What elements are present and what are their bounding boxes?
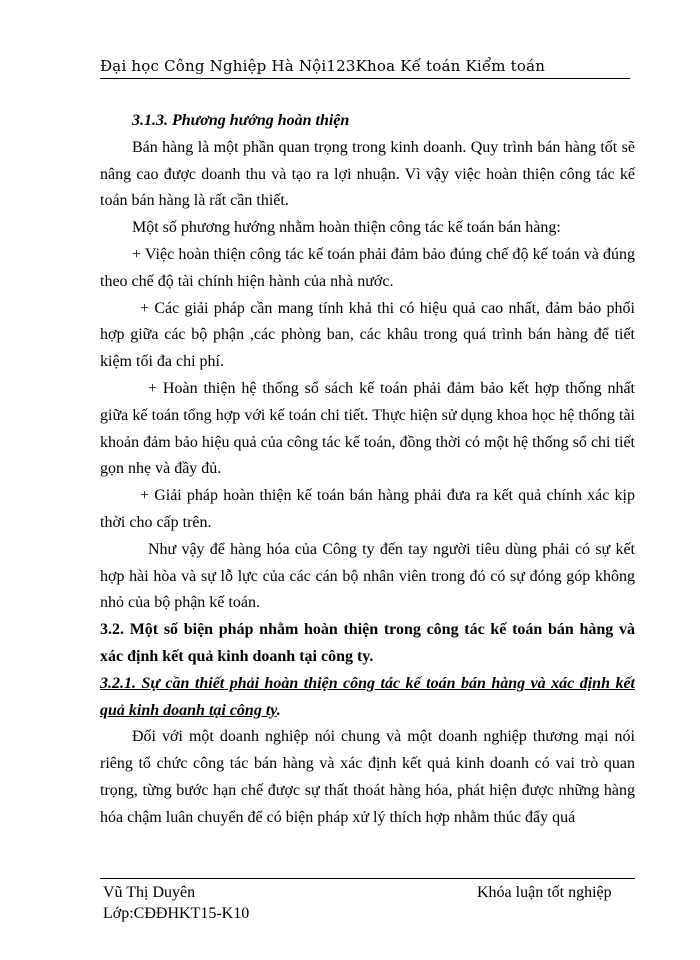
header-text: Đại học Công Nghiệp Hà Nội123Khoa Kế toán Kiểm toán [100,57,546,75]
footer-divider [100,878,635,879]
bullet-paragraph: + Các giải pháp cần mang tính khả thi có hiệu quả cao nhất, đảm bảo phối hợp giữa các bộ phận ,các phòng ban, các khâu trong quá trình bán hàng để tiết kiệm tối đa chi phí. [100,299,635,371]
section-heading-3-1-3: 3.1.3. Phương hướng hoàn thiện [132,112,350,129]
footer-right [477,882,612,903]
section-heading-3-2-1 [100,671,635,725]
page-header [100,56,630,79]
document-body [100,108,635,832]
footer-left [103,882,249,924]
bullet-paragraph: + Việc hoàn thiện công tác kế toán phải đảm bảo đúng chế độ kế toán và đúng theo chế độ tài chính hiện hành của nhà nước. [100,245,635,290]
footer-class: Lớp:CĐĐHKT15-K10 [103,905,250,922]
bullet-paragraph: + Giải pháp hoàn thiện kế toán bán hàng phải đưa ra kết quả chính xác kịp thời cho cấp trên. [100,487,635,531]
section-heading-3-2: 3.2. Một số biện pháp nhằm hoàn thiện trong công tác kế toán bán hàng và xác định kết quả kinh doanh tại công ty. [100,621,635,665]
heading-period: . [276,701,281,719]
paragraph: Đối với một doanh nghiệp nói chung và một doanh nghiệp thương mại nói riêng tổ chức công tác bán hàng và xác định kết quả kinh doanh có vai trò quan trọng, từng bước hạn chế được sự thất thoát hàng hóa, phát hiện được những hàng hóa chậm luân chuyển để có biện pháp xử lý thích hợp nhằm thúc đẩy quá [100,728,635,826]
heading-underlined-text: 3.2.1. Sự cần thiết phải hoàn thiện công tác kế toán bán hàng và xác định kết quả kinh doanh tại công ty [100,674,635,719]
bullet-paragraph: + Hoàn thiện hệ thống sổ sách kế toán phải đảm bảo kết hợp thống nhất giữa kế toán tổng hợp với kế toán chi tiết. Thực hiện sử dụng khoa học hệ thống tài khoản đảm bảo hiệu quả của công tác kế toán, đồng thời có một hệ thống sổ chi tiết gọn nhẹ và đầy đủ. [100,379,635,478]
footer-author: Vũ Thị Duyên [103,884,196,901]
paragraph: Bán hàng là một phần quan trọng trong kinh doanh. Quy trình bán hàng tốt sẽ nâng cao được doanh thu và tạo ra lợi nhuận. Vì vậy việc hoàn thiện công tác kế toán bán hàng là rất cần thiết. [100,138,635,210]
paragraph: Như vậy để hàng hóa của Công ty đến tay người tiêu dùng phải có sự kết hợp hài hòa và sự lỗ lực của các cán bộ nhân viên trong đó có sự đóng góp không nhỏ của bộ phận kế toán. [100,540,635,612]
paragraph: Một số phương hướng nhằm hoàn thiện công tác kế toán bán hàng: [132,219,561,237]
footer-doc-type: Khóa luận tốt nghiệp [477,884,612,901]
